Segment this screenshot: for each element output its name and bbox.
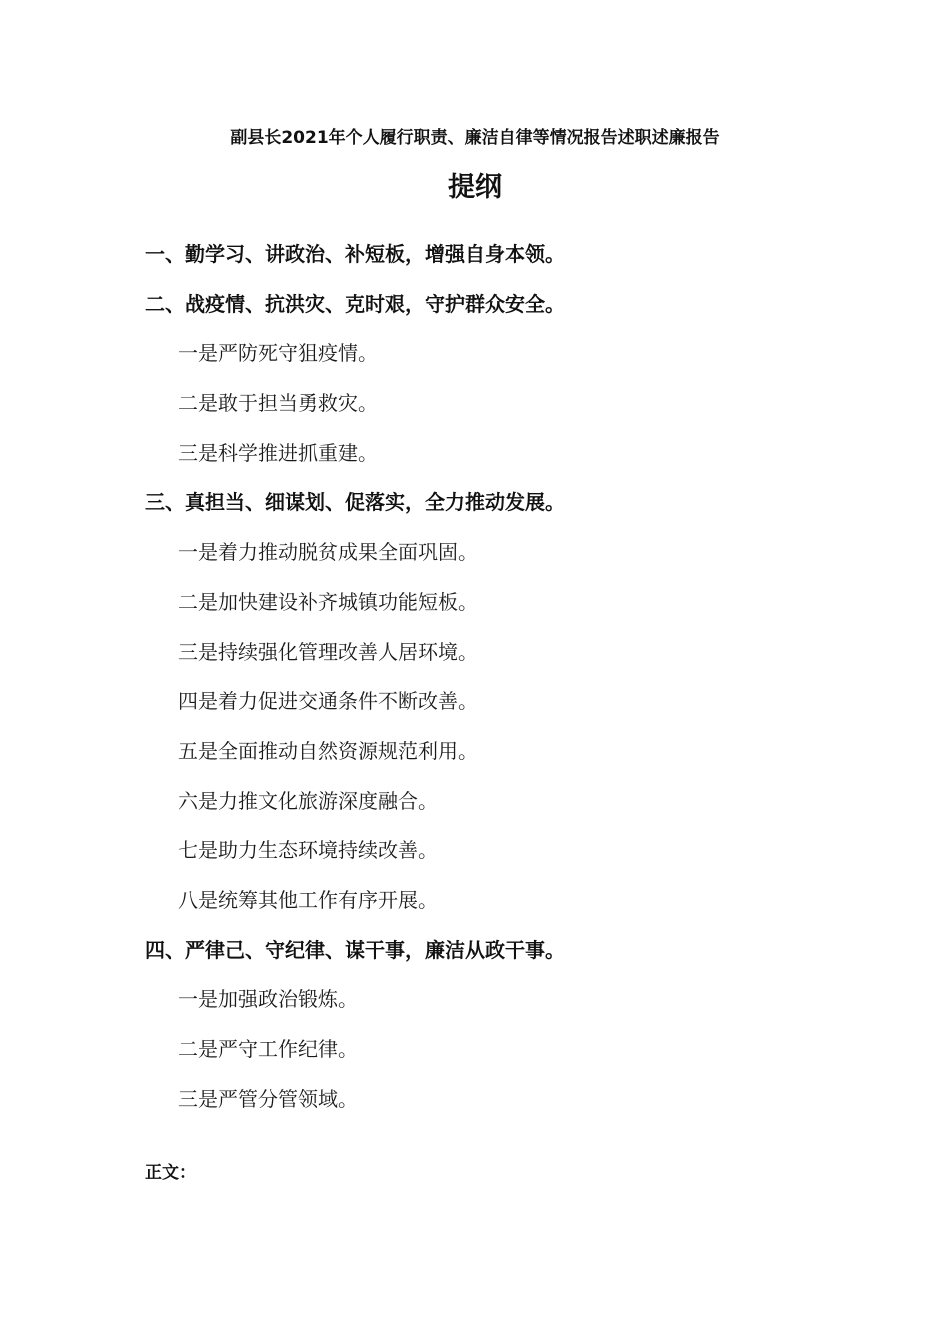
outline-item: 五是全面推动自然资源规范利用。 xyxy=(178,738,478,763)
outline-item: 三是持续强化管理改善人居环境。 xyxy=(178,639,478,664)
outline-item: 三是严管分管领域。 xyxy=(178,1086,358,1111)
outline-item: 二是敢于担当勇救灾。 xyxy=(178,391,378,416)
section-heading-3: 三、真担当、细谋划、促落实，全力推动发展。 xyxy=(145,490,565,515)
section-heading-4: 四、严律己、守纪律、谋干事，廉洁从政干事。 xyxy=(145,937,565,962)
outline-item: 二是加快建设补齐城镇功能短板。 xyxy=(178,589,478,614)
body-label: 正文： xyxy=(145,1163,196,1183)
outline-item: 二是严守工作纪律。 xyxy=(178,1037,358,1061)
outline-item: 七是助力生态环境持续改善。 xyxy=(178,838,438,863)
outline-heading: 提纲 xyxy=(448,172,502,203)
outline-item: 一是加强政治锻炼。 xyxy=(178,987,358,1012)
document-title: 副县长2021年个人履行职责、廉洁自律等情况报告述职述廉报告 xyxy=(230,128,720,148)
outline-item: 六是力推文化旅游深度融合。 xyxy=(178,788,438,813)
section-heading-1: 一、勤学习、讲政治、补短板，增强自身本领。 xyxy=(145,242,565,266)
outline-item: 三是科学推进抓重建。 xyxy=(178,440,378,465)
outline-item: 一是着力推动脱贫成果全面巩固。 xyxy=(178,540,478,565)
outline-list xyxy=(145,236,845,1130)
outline-item: 四是着力促进交通条件不断改善。 xyxy=(178,689,478,714)
section-heading-2: 二、战疫情、抗洪灾、克时艰，守护群众安全。 xyxy=(145,291,565,316)
outline-item: 一是严防死守狙疫情。 xyxy=(178,341,378,366)
outline-item: 八是统筹其他工作有序开展。 xyxy=(178,887,438,912)
